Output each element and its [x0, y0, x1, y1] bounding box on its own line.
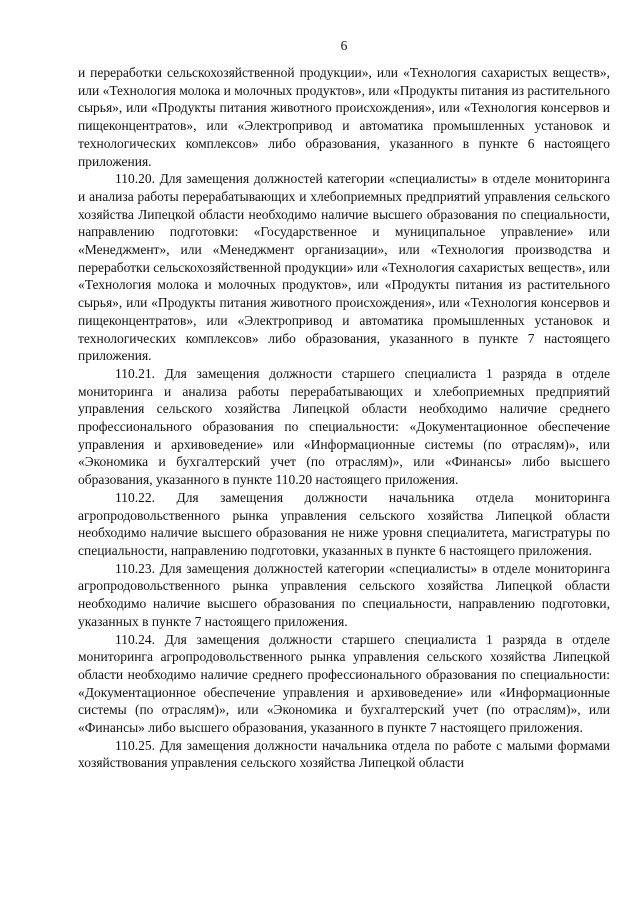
paragraph-110-23: 110.23. Для замещения должностей категории «специалисты» в отделе мониторинга агропродовольственного рынка управления сельского хозяйства Липецкой области необходимо наличие высшего образования по специальности, направлению подготовки, указанных в пункте 7 настоящего приложения. [78, 560, 610, 629]
document-page [78, 37, 610, 772]
paragraph-110-22: 110.22. Для замещения должности начальника отдела мониторинга агропродовольственного рынка управления сельского хозяйства Липецкой области необходимо наличие высшего образования не ниже уровня специалитета, магистратуры по специальности, направлению подготовки, указанных в пункте 6 настоящего приложения. [78, 489, 610, 558]
paragraph-110-24: 110.24. Для замещения должности старшего специалиста 1 разряда в отделе мониторинга агропродовольственного рынка управления сельского хозяйства Липецкой области необходимо наличие среднего профессионального образования по специальности: «Документационное обеспечение управления и архивоведение» или «Информационные системы (по отраслям)», или «Экономика и бухгалтерский учет (по отраслям)», или «Финансы» либо высшего образования, указанного в пункте 7 настоящего приложения. [78, 631, 610, 736]
paragraph-110-21: 110.21. Для замещения должности старшего специалиста 1 разряда в отделе мониторинга и анализа работы перерабатывающих и хлебоприемных предприятий управления сельского хозяйства Липецкой области необходимо наличие среднего профессионального образования по специальности: «Документационное обеспечение управления и архивоведение» или «Информационные системы (по отраслям)», или «Экономика и бухгалтерский учет (по отраслям)», или «Финансы» либо высшего образования, указанного в пункте 110.20 настоящего приложения. [78, 365, 610, 488]
paragraph-continuation: и переработки сельскохозяйственной продукции», или «Технология сахаристых веществ», или «Технология молока и молочных продуктов», или «Продукты питания из растительного сырья», или «Продукты питания животного происхождения», или «Технология консервов и пищеконцентратов», или «Электропривод и автоматика промышленных установок и технологических комплексов» либо образования, указанного в пункте 6 настоящего приложения. [78, 65, 610, 169]
page-number: 6 [340, 38, 348, 53]
paragraph-110-20: 110.20. Для замещения должностей категории «специалисты» в отделе мониторинга и анализа работы перерабатывающих и хлебоприемных предприятий управления сельского хозяйства Липецкой области необходимо наличие высшего образования по специальности, направлению подготовки: «Государственное и муниципальное управление» или «Менеджмент», или «Менеджмент организации», или «Технология производства и переработки сельскохозяйственной продукции» или «Технология сахаристых веществ», или «Технология молока и молочных продуктов», или «Продукты питания из растительного сырья», или «Продукты питания животного происхождения», или «Технология консервов и пищеконцентратов», или «Электропривод и автоматика промышленных установок и технологических комплексов» либо образования, указанного в пункте 7 настоящего приложения. [78, 171, 610, 364]
paragraph-110-25: 110.25. Для замещения должности начальника отдела по работе с малыми формами хозяйствования управления сельского хозяйства Липецкой области [78, 737, 610, 771]
